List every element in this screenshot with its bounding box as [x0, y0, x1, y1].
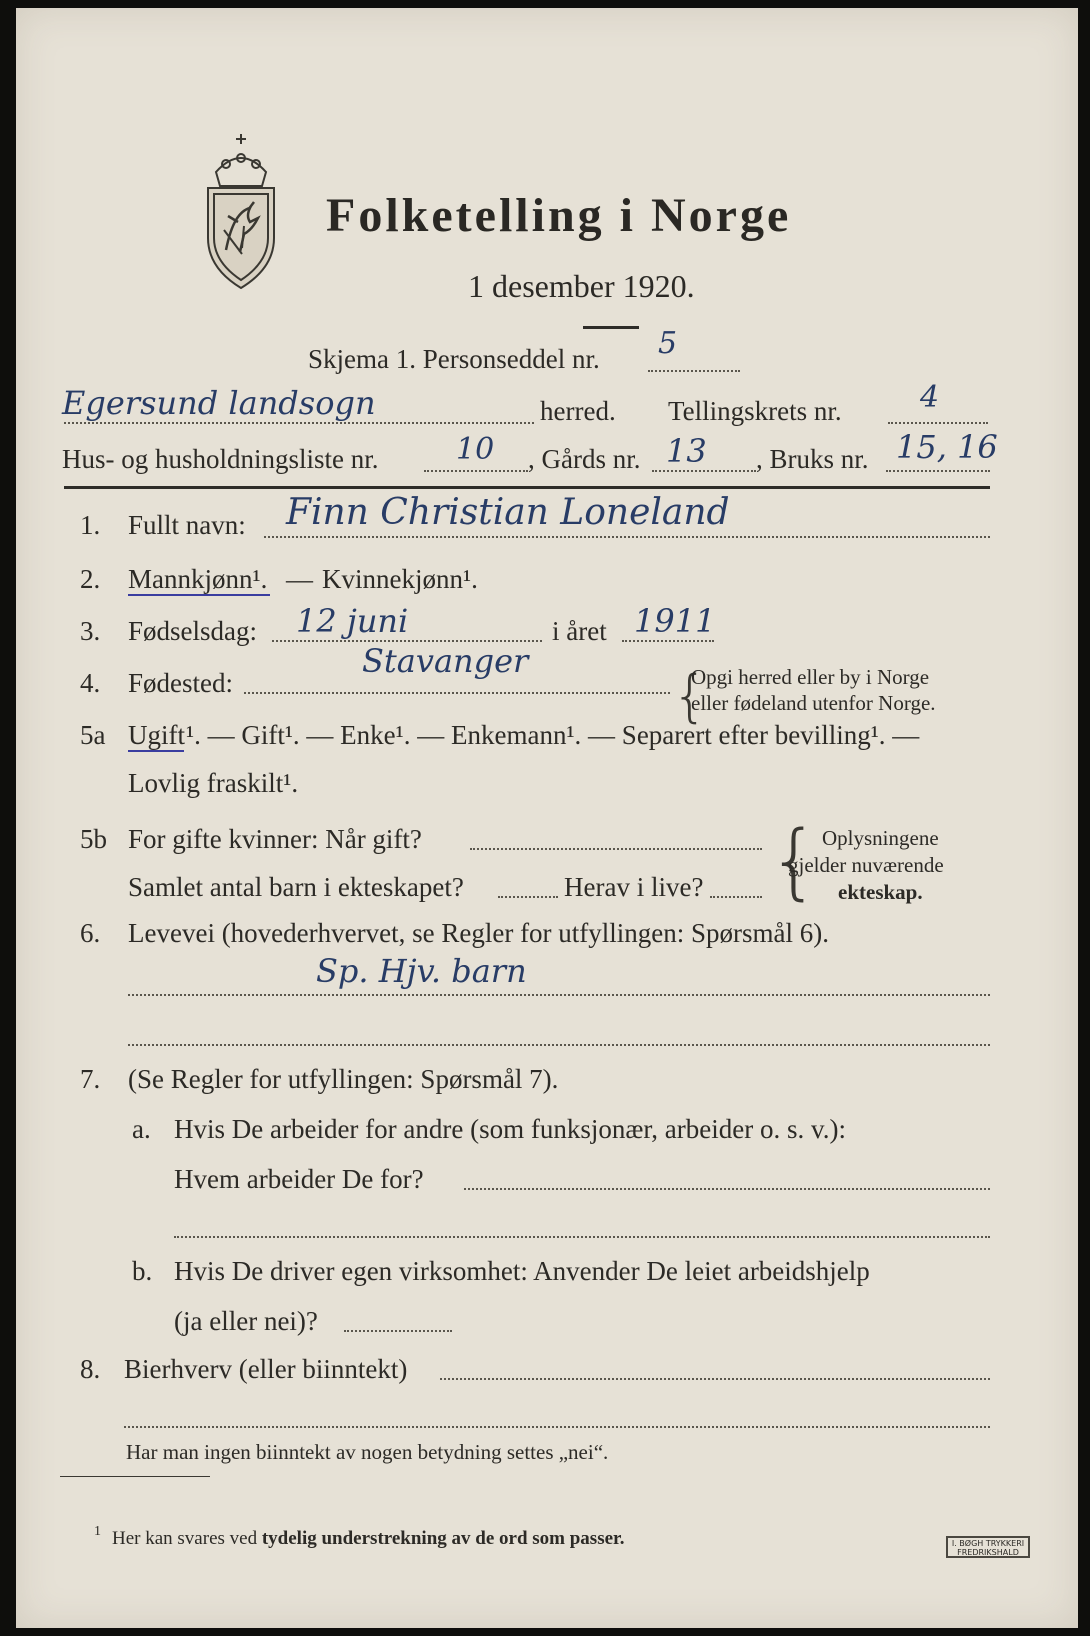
footnote-mark: 1 [94, 1524, 101, 1539]
marriage-note-line3: ekteskap. [838, 880, 923, 904]
personseddel-number-line [648, 370, 740, 372]
farm-label: , Gårds nr. [528, 444, 641, 474]
norwegian-coat-of-arms-icon [186, 130, 296, 300]
q7a-employer-label: Hvem arbeider De for? [174, 1164, 424, 1194]
printer-stamp-line2: FREDRIKSHALD [957, 1548, 1019, 1557]
marital-unmarried-option: Ugift [128, 720, 185, 750]
farm-value: 13 [666, 432, 707, 470]
q7b-line1: Hvis De driver egen virksomhet: Anvender De leiet arbeidshjelp [174, 1256, 870, 1286]
q8-note: Har man ingen biinntekt av nogen betydning settes „nei“. [126, 1440, 609, 1464]
q5b-number: 5b [80, 824, 107, 854]
employer-line-1 [464, 1188, 990, 1190]
q4-label: Fødested: [128, 668, 233, 698]
q5b-when-married-label: For gifte kvinner: Når gift? [128, 824, 422, 854]
q2-number: 2. [80, 564, 101, 594]
title-divider [583, 326, 639, 329]
personseddel-number-value: 5 [658, 326, 678, 361]
bruks-line [886, 470, 990, 472]
occupation-value: Sp. Hjv. barn [316, 952, 527, 990]
occupation-line-1 [128, 994, 990, 996]
district-line [888, 422, 988, 424]
household-list-line [424, 470, 528, 472]
q8-label: Bierhverv (eller biinntekt) [124, 1354, 408, 1384]
q6-number: 6. [80, 918, 101, 948]
farm-line [652, 470, 756, 472]
employer-line-2 [174, 1236, 990, 1238]
occupation-line-2 [128, 1044, 990, 1046]
household-list-value: 10 [456, 432, 495, 467]
municipality-label: herred. [540, 396, 616, 426]
q1-label: Fullt navn: [128, 510, 246, 540]
birthplace-value: Stavanger [362, 642, 529, 680]
q1-number: 1. [80, 510, 101, 540]
q3-number: 3. [80, 616, 101, 646]
marital-divorced-option: Lovlig fraskilt¹. [128, 768, 299, 798]
full-name-value: Finn Christian Loneland [286, 492, 730, 533]
birthplace-note-brace: { [672, 664, 708, 729]
hired-help-line [344, 1330, 452, 1332]
header-divider [64, 486, 990, 489]
children-alive-line [710, 896, 762, 898]
q7-number: 7. [80, 1064, 101, 1094]
q5b-children-label: Samlet antal barn i ekteskapet? [128, 872, 464, 902]
footnote-text [112, 1528, 624, 1550]
district-value: 4 [920, 380, 940, 415]
footnote-text-plain: Her kan svares ved [112, 1528, 258, 1549]
q6-label: Levevei (hovederhvervet, se Regler for utfyllingen: Spørsmål 6). [128, 918, 830, 948]
printer-stamp-line1: I. BØGH TRYKKERI [951, 1539, 1025, 1548]
q7a-line1: Hvis De arbeider for andre (som funksjonær, arbeider o. s. v.): [174, 1114, 846, 1144]
schema-label: Skjema 1. Personseddel nr. [308, 344, 600, 374]
district-label: Tellingskrets nr. [668, 396, 842, 426]
birth-year-line [622, 640, 714, 642]
household-list-label: Hus- og husholdningsliste nr. [62, 444, 379, 474]
birthplace-note-line1: Opgi herred eller by i Norge [691, 665, 930, 689]
printer-stamp [946, 1536, 1030, 1558]
marriage-note-line1: Oplysningene [822, 826, 939, 850]
footnote-rule [60, 1476, 210, 1477]
bruks-value: 15, 16 [896, 428, 998, 466]
form-date: 1 desember 1920. [468, 268, 695, 304]
marriage-note-line2: gjelder nuværende [788, 853, 944, 877]
q4-number: 4. [80, 668, 101, 698]
q7-label: (Se Regler for utfyllingen: Spørsmål 7). [128, 1064, 559, 1094]
secondary-income-line-1 [440, 1378, 990, 1380]
municipality-line [64, 422, 534, 424]
q7b-hired-help-label: (ja eller nei)? [174, 1306, 318, 1336]
form-title: Folketelling i Norge [326, 189, 792, 242]
birthplace-line [244, 692, 670, 694]
sex-male-option: Mannkjønn¹. [128, 564, 268, 594]
census-form-page [16, 8, 1078, 1628]
q5a-number: 5a [80, 720, 106, 750]
birthplace-note-line2: eller fødeland utenfor Norge. [691, 691, 936, 715]
q3-label: Fødselsdag: [128, 616, 258, 646]
footnote-text-bold: tydelig understrekning av de ord som passer. [261, 1528, 625, 1549]
marital-unmarried-underline [128, 750, 184, 752]
full-name-line [264, 536, 990, 538]
bruks-label: , Bruks nr. [756, 444, 869, 474]
q8-number: 8. [80, 1354, 101, 1384]
children-count-line [498, 896, 558, 898]
birth-year-value: 1911 [634, 602, 716, 640]
q5b-alive-label: Herav i live? [564, 872, 704, 902]
marriage-note-brace: { [768, 814, 821, 909]
sex-separator: — [286, 564, 313, 594]
secondary-income-line-2 [124, 1426, 990, 1428]
birthday-value: 12 juni [296, 602, 409, 640]
sex-male-underline [128, 594, 270, 596]
municipality-value: Egersund landsogn [62, 384, 376, 422]
when-married-line [470, 848, 762, 850]
q7a-letter: a. [132, 1114, 151, 1144]
marital-other-options: ¹. — Gift¹. — Enke¹. — Enkemann¹. — Separert efter bevilling¹. — [186, 720, 920, 750]
birth-year-label: i året [552, 616, 607, 646]
q7b-letter: b. [132, 1256, 153, 1286]
sex-female-option: Kvinnekjønn¹. [322, 564, 478, 594]
